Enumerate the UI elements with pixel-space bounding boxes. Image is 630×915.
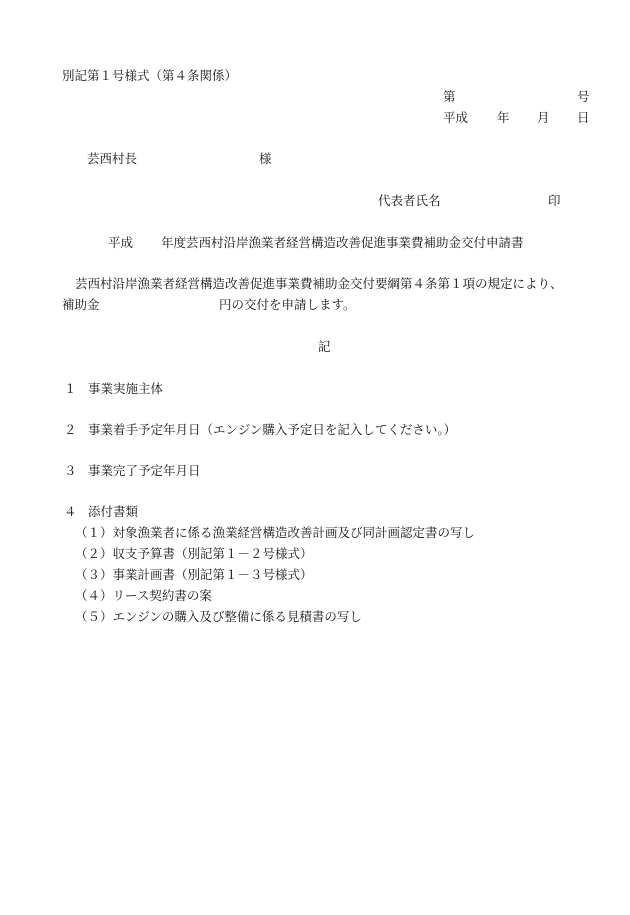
attachment-item: （４）リース契約書の案 bbox=[75, 588, 212, 603]
body-line-2-prefix: 補助金 bbox=[62, 297, 100, 312]
form-label: 別記第１号様式（第４条関係） bbox=[62, 68, 238, 83]
seal-mark: 印 bbox=[548, 193, 561, 208]
item-number: ２ bbox=[64, 422, 77, 437]
title-era: 平成 bbox=[108, 235, 134, 250]
item-text: 事業着手予定年月日（エンジン購入予定日を記入してください。） bbox=[88, 422, 457, 437]
date-day: 日 bbox=[577, 110, 590, 125]
item-number: １ bbox=[64, 381, 77, 396]
applicant-label: 代表者氏名 bbox=[378, 193, 441, 208]
date-year: 年 bbox=[497, 110, 510, 125]
date-month: 月 bbox=[537, 110, 550, 125]
document-title: 年度芸西村沿岸漁業者経営構造改善促進事業費補助金交付申請書 bbox=[161, 235, 524, 250]
ki-heading: 記 bbox=[318, 339, 331, 354]
item-text: 添付書類 bbox=[88, 504, 139, 519]
item-text: 事業実施主体 bbox=[88, 381, 164, 396]
body-line-1: 芸西村沿岸漁業者経営構造改善促進事業費補助金交付要綱第４条第１項の規定により、 bbox=[75, 276, 563, 291]
addressee-honorific: 様 bbox=[259, 151, 272, 166]
addressee-name: 芸西村長 bbox=[87, 151, 138, 166]
doc-number-suffix: 号 bbox=[577, 89, 590, 104]
attachment-item: （２）収支予算書（別記第１－２号様式） bbox=[75, 546, 313, 561]
attachment-item: （３）事業計画書（別記第１－３号様式） bbox=[75, 567, 313, 582]
doc-number-prefix: 第 bbox=[443, 89, 456, 104]
item-number: ３ bbox=[64, 463, 77, 478]
body-line-2-suffix: 円の交付を申請します。 bbox=[219, 297, 356, 312]
item-text: 事業完了予定年月日 bbox=[88, 463, 201, 478]
item-number: ４ bbox=[64, 504, 77, 519]
date-era: 平成 bbox=[443, 110, 469, 125]
attachment-item: （１）対象漁業者に係る漁業経営構造改善計画及び同計画認定書の写し bbox=[75, 525, 476, 540]
attachment-item: （５）エンジンの購入及び整備に係る見積書の写し bbox=[75, 609, 362, 624]
